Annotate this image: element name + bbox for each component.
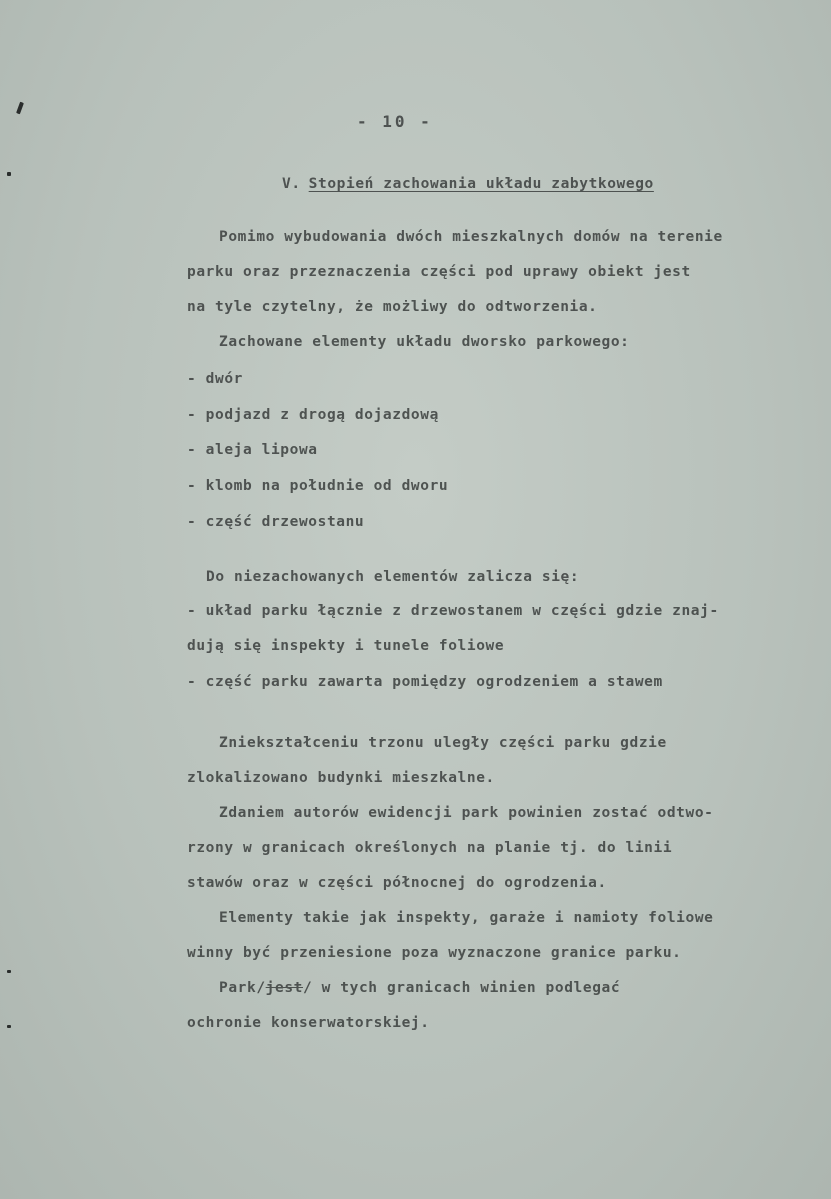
paragraph-line	[219, 980, 620, 996]
list-item: - klomb na południe od dworu	[187, 478, 449, 494]
paragraph-text: Park/	[219, 980, 266, 996]
missing-intro: Do niezachowanych elementów zalicza się:	[206, 569, 580, 585]
list-item: - aleja lipowa	[187, 442, 318, 458]
margin-mark	[7, 970, 11, 973]
paragraph-line: parku oraz przeznaczenia części pod uprawy obiekt jest	[187, 264, 691, 280]
list-item: - dwór	[187, 371, 243, 387]
section-title: Stopień zachowania układu zabytkowego	[308, 176, 654, 192]
margin-mark	[16, 102, 24, 115]
paragraph-line: winny być przeniesione poza wyznaczone granice parku.	[187, 945, 682, 961]
paragraph-text: / w tych granicach winien podlegać	[302, 980, 621, 996]
paragraph-line: na tyle czytelny, że możliwy do odtworzenia.	[187, 299, 598, 315]
struck-word: jest	[265, 980, 303, 996]
list-item: - podjazd z drogą dojazdową	[187, 407, 439, 423]
list-item: dują się inspekty i tunele foliowe	[187, 638, 505, 654]
paragraph-line: rzony w granicach określonych na planie tj. do linii	[187, 840, 673, 856]
paragraph-line: Zdaniem autorów ewidencji park powinien zostać odtwo-	[219, 805, 714, 821]
paragraph-line: ochronie konserwatorskiej.	[187, 1015, 430, 1031]
paragraph-line: zlokalizowano budynki mieszkalne.	[187, 770, 495, 786]
section-number: V.	[282, 176, 301, 192]
list-item: - część drzewostanu	[187, 514, 365, 530]
paragraph-line: Zniekształceniu trzonu uległy części parku gdzie	[219, 735, 667, 751]
paragraph-line: Pomimo wybudowania dwóch mieszkalnych domów na terenie	[219, 229, 723, 245]
paragraph-line: Elementy takie jak inspekty, garaże i namioty foliowe	[219, 910, 714, 926]
list-item: - część parku zawarta pomiędzy ogrodzeniem a stawem	[187, 674, 663, 690]
page-number: - 10 -	[357, 112, 433, 131]
section-heading	[282, 176, 654, 192]
margin-mark	[7, 172, 11, 176]
margin-mark	[7, 1025, 11, 1028]
preserved-intro: Zachowane elementy układu dworsko parkowego:	[219, 334, 630, 350]
list-item: - układ parku łącznie z drzewostanem w części gdzie znaj-	[187, 603, 719, 619]
paragraph-line: stawów oraz w części północnej do ogrodzenia.	[187, 875, 607, 891]
